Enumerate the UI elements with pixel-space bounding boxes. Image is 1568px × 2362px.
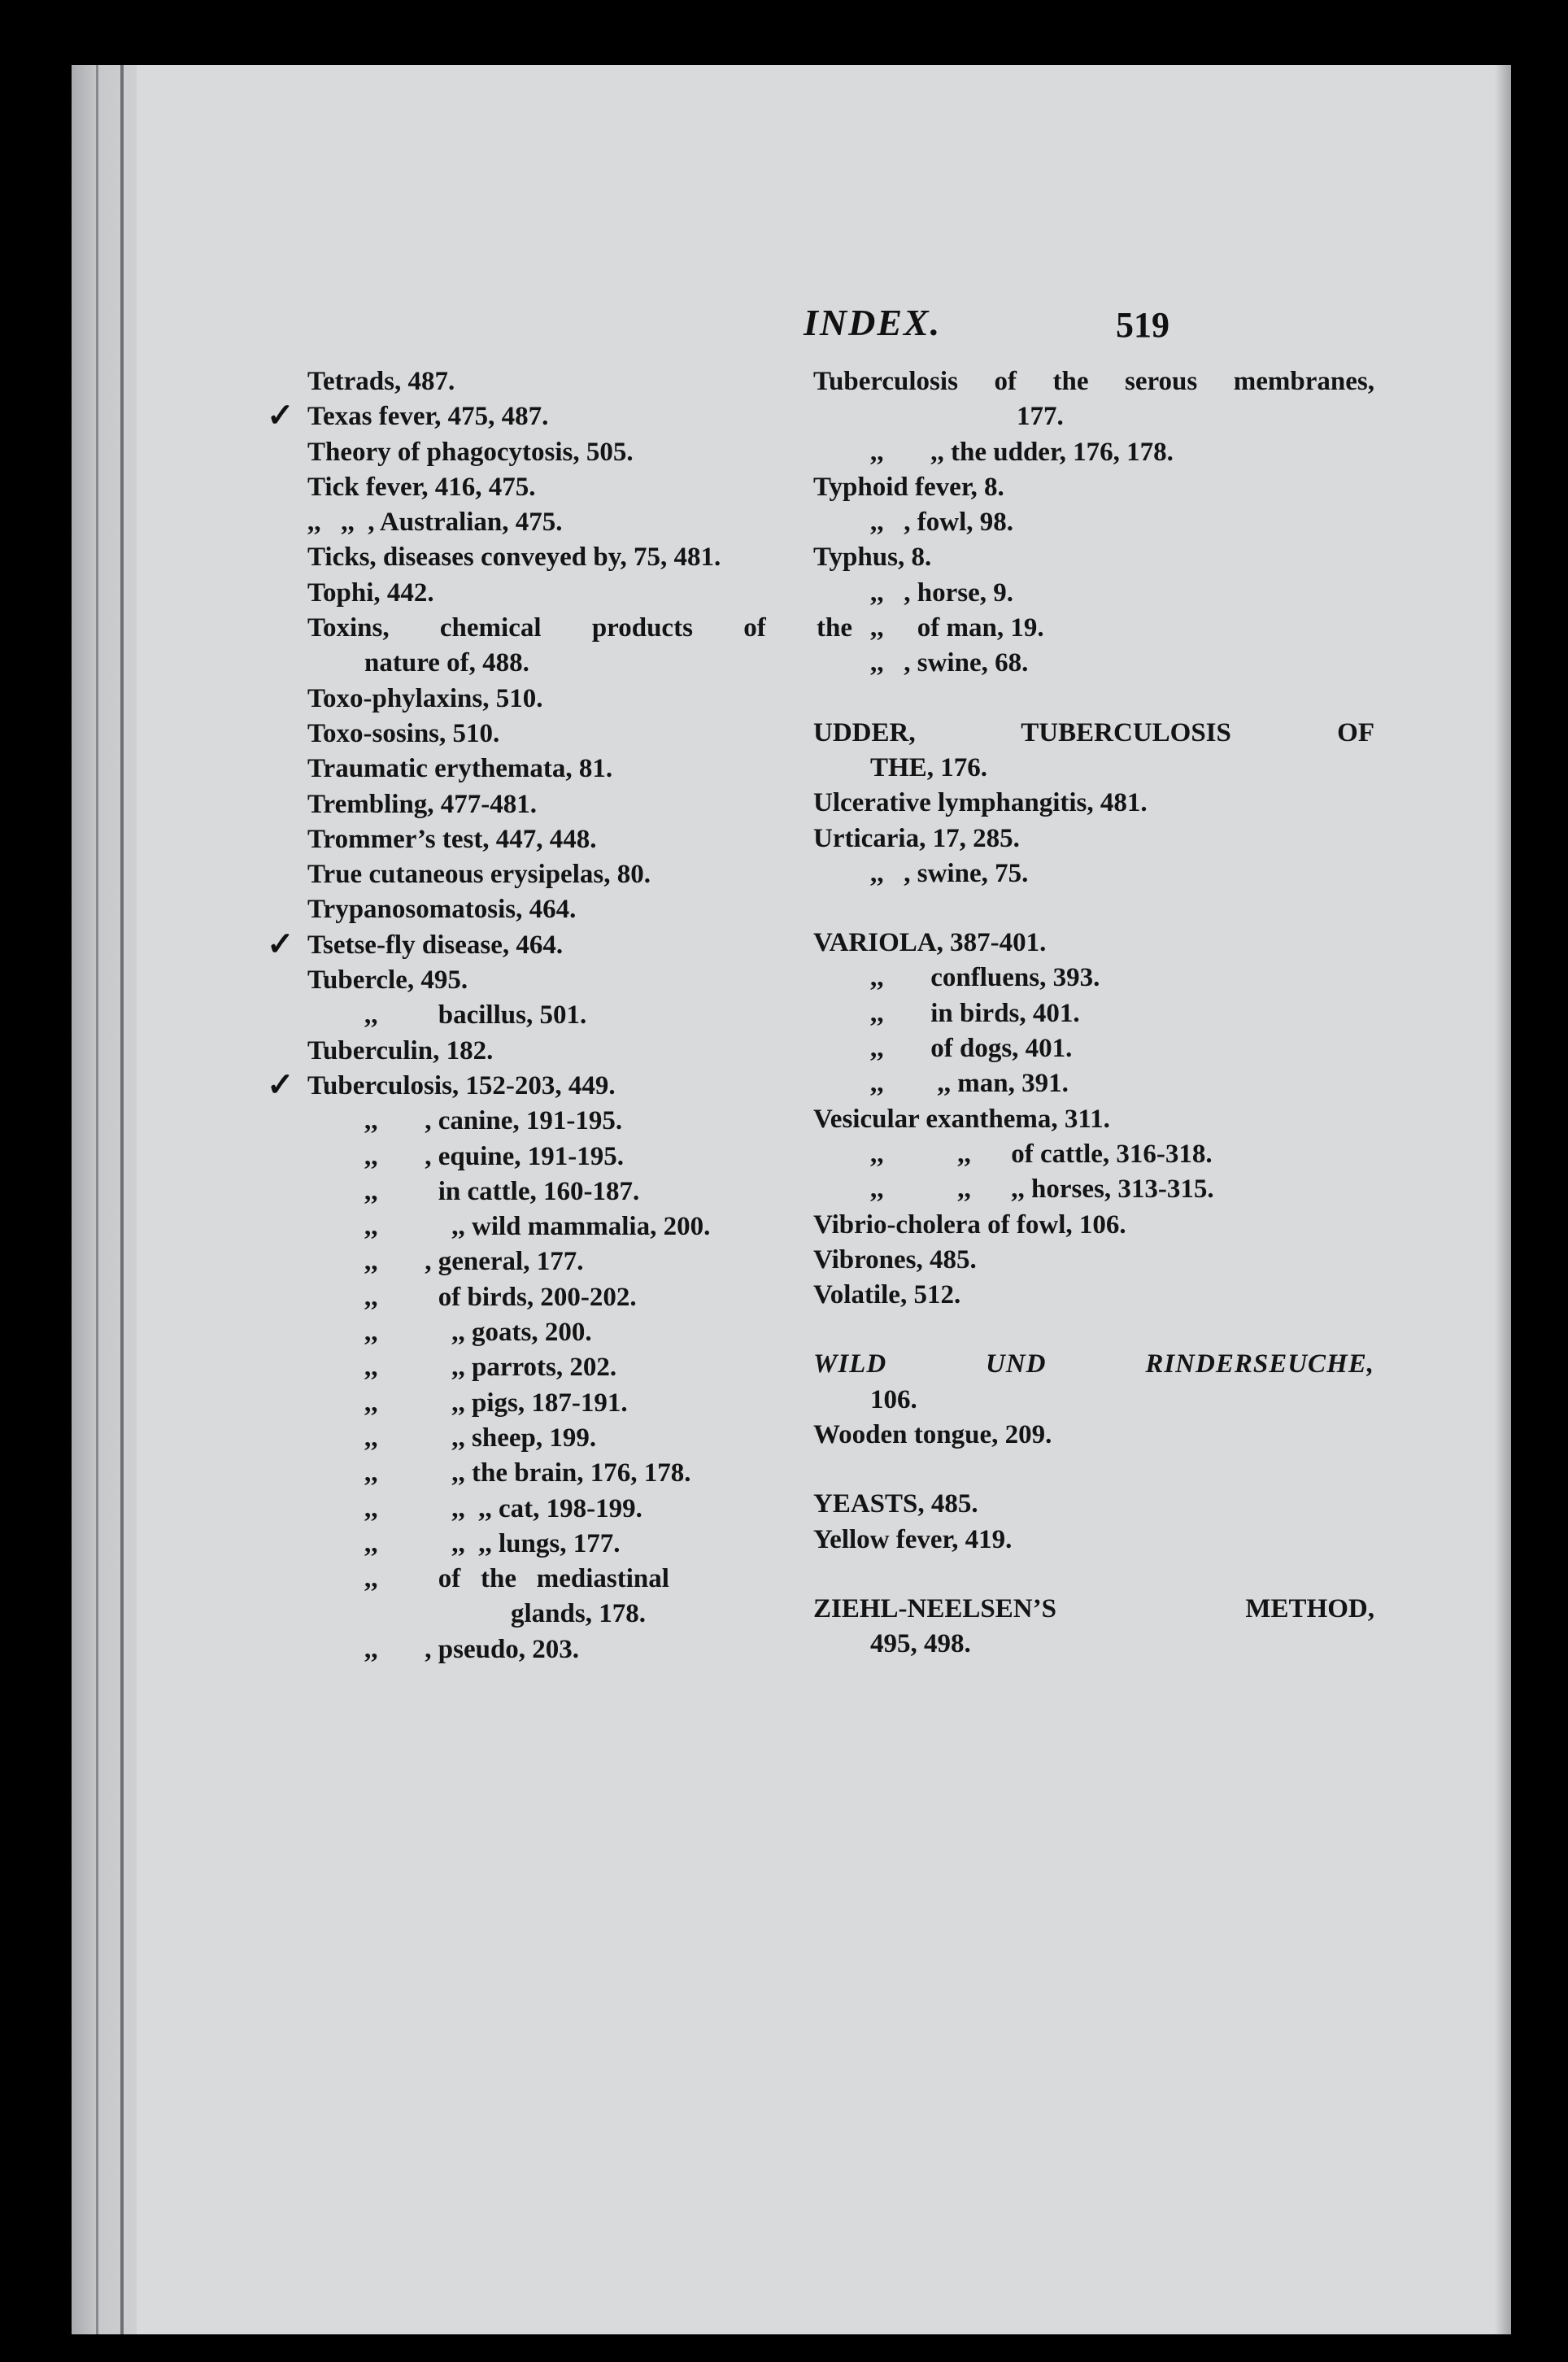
index-entry-text: ,, bacillus, 501. (364, 1000, 587, 1031)
index-entry-text: ,, ,, goats, 200. (364, 1318, 592, 1348)
index-entry (813, 470, 1374, 505)
index-entry-text: Vesicular exanthema, 311. (813, 1104, 1110, 1134)
index-entry-text: ,, , pseudo, 203. (364, 1634, 580, 1664)
index-entry-text: nature of, 488. (364, 648, 529, 678)
index-entry (813, 1243, 1374, 1278)
index-entry-text: ,, ,, sheep, 199. (364, 1423, 597, 1453)
index-entry-text: ,, ,, ,, lungs, 177. (364, 1528, 621, 1558)
index-entry (813, 540, 1374, 575)
index-entry-text: Tubercle, 495. (307, 965, 468, 996)
index-entry-text: 495, 498. (870, 1629, 971, 1659)
index-entry (267, 925, 852, 963)
index-entry (307, 1456, 852, 1491)
index-entry (813, 926, 1374, 961)
index-entry-text: Tuberculosis of the serous membranes, (813, 367, 1374, 396)
index-entry (307, 787, 852, 822)
index-entry (813, 1383, 1374, 1418)
index-entry-text: Theory of phagocytosis, 505. (307, 437, 634, 467)
index-entry (307, 1244, 852, 1279)
index-entry (307, 1527, 852, 1562)
index-entry (813, 856, 1374, 891)
index-entry-text: Volatile, 512. (813, 1280, 961, 1310)
index-entry-text: glands, 178. (511, 1599, 646, 1629)
index-entry (813, 435, 1374, 470)
index-entry-text: Trommer’s test, 447, 448. (307, 824, 597, 854)
index-entry (813, 1278, 1374, 1313)
index-entry (307, 1315, 852, 1350)
index-entry-text: UDDER, TUBERCULOSIS OF (813, 717, 1374, 747)
index-entry-text: ,, ,, wild mammalia, 200. (364, 1212, 711, 1242)
index-entry-text: ,, ,, man, 391. (870, 1069, 1069, 1099)
index-entry (813, 1487, 1374, 1522)
index-entry-text: Texas fever, 475, 487. (307, 402, 549, 432)
index-entry-text: Toxo-sosins, 510. (307, 718, 500, 748)
index-entry-text: Typhoid fever, 8. (813, 472, 1004, 502)
index-entry (813, 996, 1374, 1031)
index-entry (307, 505, 852, 540)
index-entry-text: ,, of the mediastinal (364, 1564, 669, 1594)
index-entry-text: ,, , equine, 191-195. (364, 1141, 625, 1171)
index-entry (307, 1034, 852, 1069)
index-entry (307, 1632, 852, 1667)
index-entry (813, 646, 1374, 681)
index-entry (307, 576, 852, 611)
index-entry (813, 1102, 1374, 1137)
index-entry (307, 1174, 852, 1209)
index-entry (813, 1523, 1374, 1558)
index-entry (813, 716, 1374, 751)
index-entry (813, 1347, 1374, 1382)
index-entry-text: Trypanosomatosis, 464. (307, 895, 577, 925)
index-entry-text: Yellow fever, 419. (813, 1524, 1013, 1554)
index-entry-text: Wooden tongue, 209. (813, 1420, 1052, 1450)
index-entry-text: Vibrones, 485. (813, 1244, 977, 1275)
check-mark-icon: ✓ (267, 925, 294, 962)
index-entry-text: WILD UND RINDERSEUCHE, (813, 1349, 1374, 1379)
index-entry (307, 1140, 852, 1174)
index-entry (813, 1208, 1374, 1243)
index-entry (813, 1031, 1374, 1066)
index-entry-text: ,, , horse, 9. (870, 577, 1013, 608)
index-entry-text: ,, in birds, 401. (870, 998, 1080, 1028)
index-entry-text: Tuberculin, 182. (307, 1035, 494, 1066)
index-entry-text: Toxo-phylaxins, 510. (307, 683, 543, 713)
index-entry (307, 752, 852, 787)
index-entry-text: Tuberculosis, 152-203, 449. (307, 1070, 616, 1100)
index-entry-text: Tophi, 442. (307, 577, 434, 608)
index-entry (813, 1137, 1374, 1172)
index-entry (813, 364, 1374, 399)
index-entry (307, 611, 852, 646)
index-entry-text: ,, ,, ,, horses, 313-315. (870, 1174, 1214, 1205)
index-entry (307, 963, 852, 998)
index-entry (307, 1597, 852, 1632)
index-entry-text: ,, , fowl, 98. (870, 508, 1013, 538)
index-entry (813, 821, 1374, 856)
index-entry (813, 1592, 1374, 1627)
index-entry-text: Traumatic erythemata, 81. (307, 754, 613, 784)
index-entry (813, 1172, 1374, 1207)
index-entry-text: ,, , swine, 75. (870, 858, 1029, 888)
page-edge-shadow (1495, 65, 1511, 2334)
index-entry-text: ,, , general, 177. (364, 1247, 584, 1277)
index-entry-text: Vibrio-cholera of fowl, 106. (813, 1209, 1126, 1240)
index-entry-text: ,, , swine, 68. (870, 648, 1029, 678)
index-entry-text: 106. (870, 1384, 917, 1414)
index-entry (307, 1280, 852, 1315)
index-column-right (813, 364, 1374, 1663)
index-entry (813, 751, 1374, 786)
page-number: 519 (1116, 305, 1169, 345)
index-entry-text: ,, in cattle, 160-187. (364, 1176, 640, 1206)
index-entry-text: ,, ,, parrots, 202. (364, 1353, 617, 1383)
index-entry (307, 857, 852, 892)
index-entry-text: ,, ,, pigs, 187-191. (364, 1388, 628, 1418)
index-entry (307, 435, 852, 470)
index-entry (307, 540, 852, 575)
index-entry-text: ,, of dogs, 401. (870, 1034, 1073, 1064)
book-page (72, 65, 1511, 2334)
index-entry-text: THE, 176. (870, 752, 987, 782)
index-entry-text: ,, ,, of cattle, 316-318. (870, 1139, 1213, 1169)
index-entry (307, 1386, 852, 1421)
index-entry (307, 822, 852, 857)
index-entry-text: Trembling, 477-481. (307, 789, 538, 819)
index-entry (813, 505, 1374, 540)
index-entry-text: VARIOLA, 387-401. (813, 928, 1047, 958)
index-entry (813, 961, 1374, 996)
index-entry-text: ,, ,, the brain, 176, 178. (364, 1458, 691, 1488)
index-entry (307, 470, 852, 505)
index-entry-text: Tetrads, 487. (307, 367, 455, 396)
index-entry (307, 1421, 852, 1456)
index-entry-text: 177. (1017, 402, 1064, 432)
index-entry (307, 646, 852, 681)
index-entry-text: Urticaria, 17, 285. (813, 823, 1020, 853)
check-mark-icon: ✓ (267, 397, 294, 434)
index-entry-text: ,, confluens, 393. (870, 963, 1100, 993)
index-entry-text: ,, of man, 19. (870, 613, 1044, 643)
index-entry (267, 397, 852, 434)
index-entry-text: ,, ,, , Australian, 475. (307, 508, 563, 538)
index-entry-text: ,, ,, the udder, 176, 178. (870, 437, 1174, 467)
index-entry (307, 364, 852, 399)
index-entry-text: ,, ,, ,, cat, 198-199. (364, 1493, 642, 1523)
index-entry (307, 1350, 852, 1385)
index-entry (813, 1627, 1374, 1662)
index-entry (307, 1562, 852, 1597)
spine-binding-line (120, 65, 124, 2334)
index-entry-text: ,, of birds, 200-202. (364, 1282, 637, 1312)
index-entry (813, 1418, 1374, 1453)
index-entry-text: Typhus, 8. (813, 543, 932, 573)
index-entry (813, 611, 1374, 646)
index-entry (307, 717, 852, 752)
index-entry (307, 1209, 852, 1244)
spine-fold-line (96, 65, 98, 2334)
index-entry (307, 1104, 852, 1139)
index-entry-text: True cutaneous erysipelas, 80. (307, 860, 651, 890)
index-entry (307, 682, 852, 717)
index-entry-text: Ticks, diseases conveyed by, 75, 481. (307, 543, 721, 573)
index-entry (813, 1066, 1374, 1101)
index-entry (813, 576, 1374, 611)
index-entry-text: Ulcerative lymphangitis, 481. (813, 788, 1148, 818)
header-title: INDEX. (804, 302, 942, 343)
index-entry-text: ZIEHL-NEELSEN’S METHOD, (813, 1593, 1374, 1623)
running-header (730, 301, 1169, 350)
index-entry (267, 1066, 852, 1104)
index-entry (813, 399, 1374, 434)
index-entry-text: YEASTS, 485. (813, 1489, 978, 1519)
index-column-left (267, 364, 852, 1667)
index-entry (307, 1492, 852, 1527)
check-mark-icon: ✓ (267, 1066, 294, 1103)
index-entry-text: Tick fever, 416, 475. (307, 472, 536, 502)
index-entry (307, 998, 852, 1033)
book-spine-shadow (72, 65, 137, 2334)
index-entry (307, 892, 852, 927)
index-entry-text: ,, , canine, 191-195. (364, 1106, 623, 1136)
index-entry-text: Tsetse-fly disease, 464. (307, 930, 564, 960)
index-entry (813, 786, 1374, 821)
index-entry-text: Toxins, chemical products of the (307, 613, 852, 643)
